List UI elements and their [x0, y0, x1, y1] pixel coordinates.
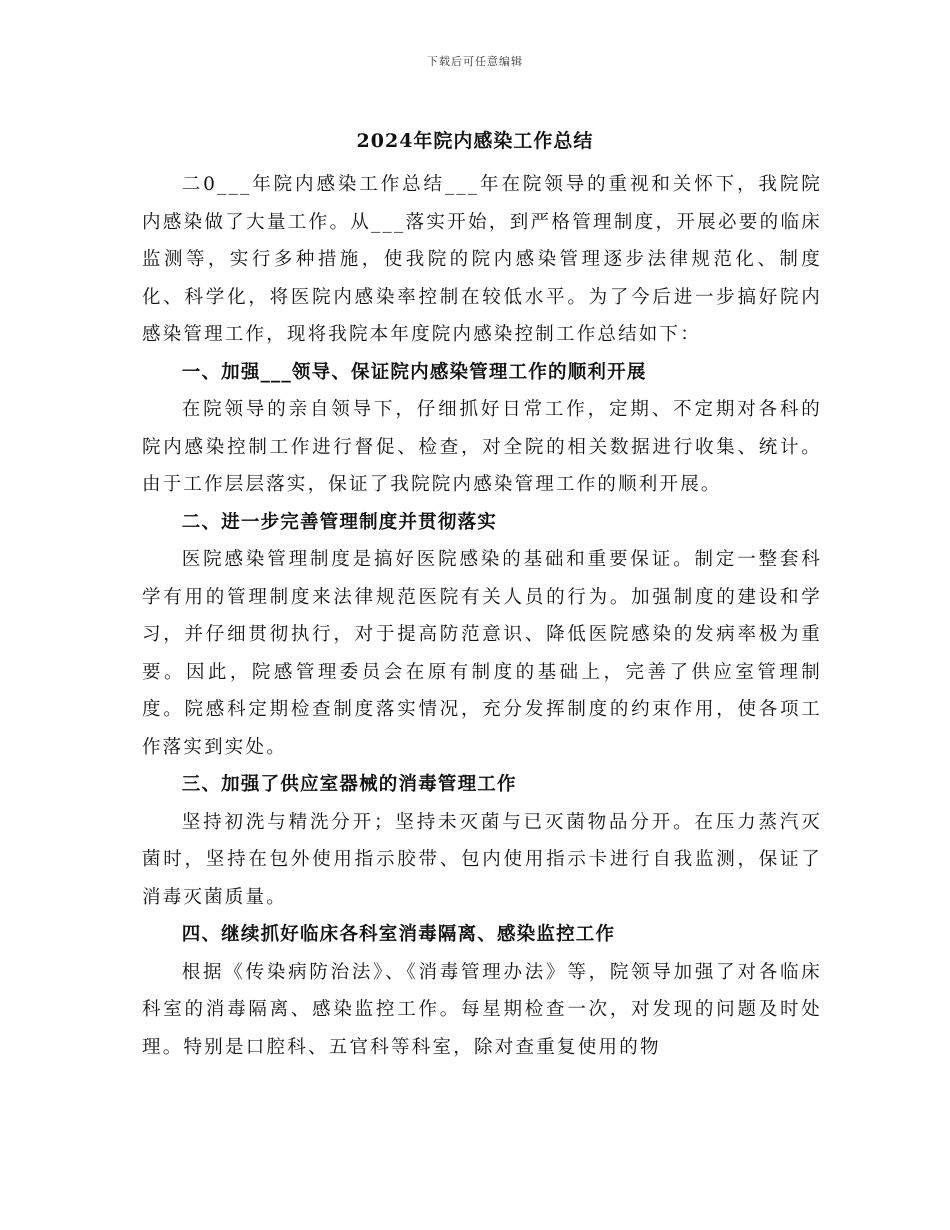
document-body — [142, 166, 822, 1066]
intro-paragraph: 二0___年院内感染工作总结___年在院领导的重视和关怀下，我院院内感染做了大量工作。从___落实开始，到严格管理制度，开展必要的临床监测等，实行多种措施，使我院的院内感染管理逐步法律规范化、制度化、科学化，将医院内感染率控制在较低水平。为了今后进一步搞好院内感染管理工作，现将我院本年度院内感染控制工作总结如下： — [142, 174, 822, 345]
section-4-heading: 四、继续抓好临床各科室消毒隔离、感染监控工作 — [181, 924, 616, 945]
section-2-paragraph: 医院感染管理制度是搞好医院感染的基础和重要保证。制定一整套科学有用的管理制度来法律规范医院有关人员的行为。加强制度的建设和学习，并仔细贯彻执行，对于提高防范意识、降低医院感染的发病率极为重要。因此，院感管理委员会在原有制度的基础上，完善了供应室管理制度。院感科定期检查制度落实情况，充分发挥制度的约束作用，使各项工作落实到实处。 — [142, 549, 822, 758]
section-4-paragraph: 根据《传染病防治法》、《消毒管理办法》等，院领导加强了对各临床科室的消毒隔离、感染监控工作。每星期检查一次，对发现的问题及时处理。特别是口腔科、五官科等科室，除对查重复使用的物 — [142, 961, 822, 1058]
section-1-heading: 一、加强___领导、保证院内感染管理工作的顺利开展 — [181, 361, 647, 383]
document-title: 2024年院内感染工作总结 — [356, 130, 594, 152]
section-2-heading: 二、进一步完善管理制度并贯彻落实 — [181, 511, 497, 533]
page-header: 下载后可任意编辑 — [427, 55, 523, 68]
section-3-paragraph: 坚持初洗与精洗分开；坚持未灭菌与已灭菌物品分开。在压力蒸汽灭菌时，坚持在包外使用指示胶带、包内使用指示卡进行自我监测，保证了消毒灭菌质量。 — [142, 811, 822, 908]
section-1-paragraph: 在院领导的亲自领导下，仔细抓好日常工作，定期、不定期对各科的院内感染控制工作进行督促、检查，对全院的相关数据进行收集、统计。由于工作层层落实，保证了我院院内感染管理工作的顺利开展。 — [142, 399, 822, 495]
section-3-heading: 三、加强了供应室器械的消毒管理工作 — [181, 774, 517, 795]
